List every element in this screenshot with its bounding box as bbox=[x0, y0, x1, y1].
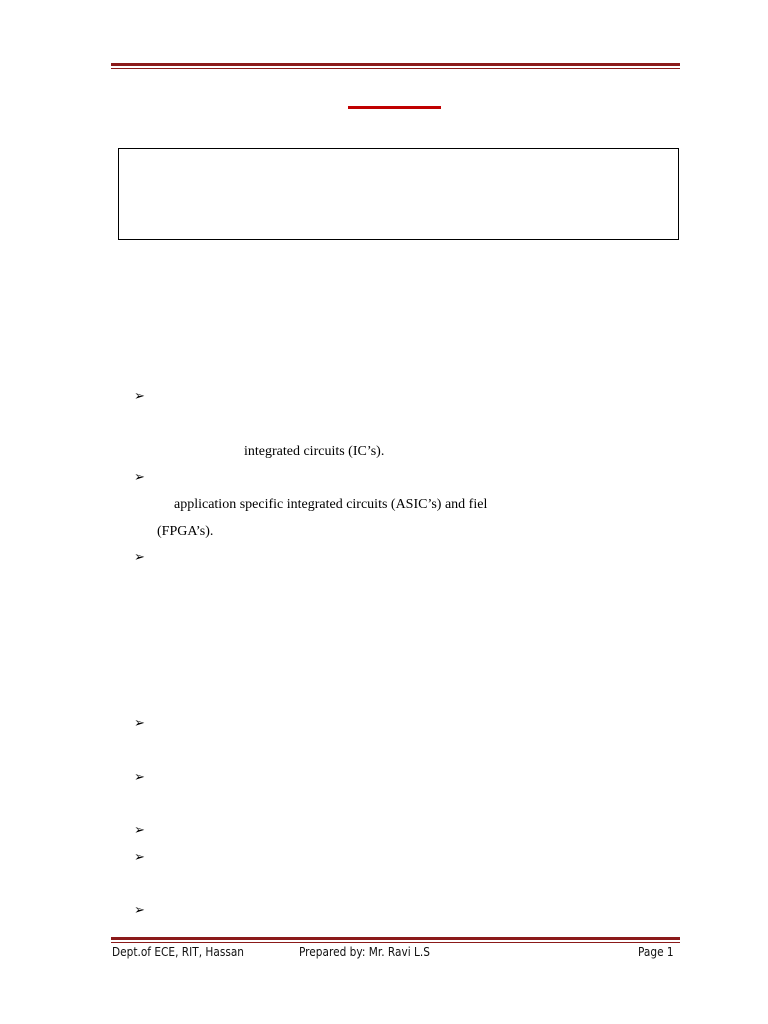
abstract-box bbox=[118, 148, 679, 240]
bullet-icon: ➢ bbox=[134, 389, 145, 404]
title-underline bbox=[348, 106, 441, 109]
footer-prepared-by: Prepared by: Mr. Ravi L.S bbox=[299, 945, 430, 959]
bullet-icon: ➢ bbox=[134, 903, 145, 918]
header-rule bbox=[111, 63, 680, 69]
bullet-icon: ➢ bbox=[134, 470, 145, 485]
footer-department: Dept.of ECE, RIT, Hassan bbox=[112, 945, 244, 959]
bullet-icon: ➢ bbox=[134, 716, 145, 731]
body-line: (FPGA’s). bbox=[157, 524, 214, 539]
bullet-icon: ➢ bbox=[134, 850, 145, 865]
body-line: integrated circuits (IC’s). bbox=[244, 444, 385, 459]
footer-rule bbox=[111, 937, 680, 943]
bullet-icon: ➢ bbox=[134, 550, 145, 565]
footer-page-number: Page 1 bbox=[638, 945, 674, 959]
body-line: application specific integrated circuits (ASIC’s) and fiel bbox=[174, 497, 488, 512]
bullet-icon: ➢ bbox=[134, 823, 145, 838]
bullet-icon: ➢ bbox=[134, 770, 145, 785]
